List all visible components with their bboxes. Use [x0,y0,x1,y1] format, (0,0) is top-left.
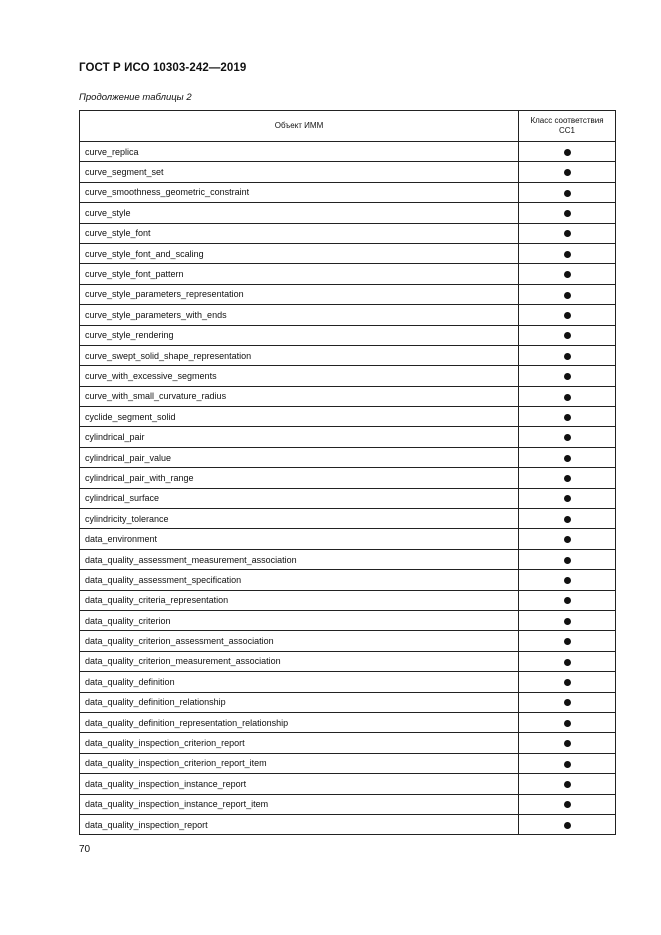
conformance-table [79,110,616,835]
object-name-cell: cyclide_segment_solid [80,407,519,427]
filled-circle-icon [564,251,571,258]
object-name-cell: data_quality_inspection_instance_report_item [80,794,519,814]
table-row [80,284,616,304]
table-row [80,223,616,243]
table-row [80,386,616,406]
filled-circle-icon [564,230,571,237]
filled-circle-icon [564,292,571,299]
column-header-class [519,111,616,142]
conformance-mark-cell [519,468,616,488]
conformance-mark-cell [519,733,616,753]
filled-circle-icon [564,353,571,360]
filled-circle-icon [564,149,571,156]
conformance-mark-cell [519,570,616,590]
filled-circle-icon [564,638,571,645]
object-name-cell: curve_style_font_and_scaling [80,243,519,263]
conformance-mark-cell [519,142,616,162]
conformance-mark-cell [519,366,616,386]
filled-circle-icon [564,210,571,217]
filled-circle-icon [564,516,571,523]
object-name-cell: curve_style [80,203,519,223]
table-row [80,814,616,834]
conformance-mark-cell [519,753,616,773]
table-row [80,305,616,325]
object-name-cell: data_quality_definition [80,672,519,692]
table-row [80,366,616,386]
filled-circle-icon [564,414,571,421]
object-name-cell: data_quality_definition_relationship [80,692,519,712]
object-name-cell: curve_style_font_pattern [80,264,519,284]
filled-circle-icon [564,822,571,829]
object-name-cell: curve_with_small_curvature_radius [80,386,519,406]
table-row [80,243,616,263]
conformance-mark-cell [519,774,616,794]
object-name-cell: data_quality_criterion_assessment_association [80,631,519,651]
filled-circle-icon [564,720,571,727]
conformance-mark-cell [519,427,616,447]
conformance-mark-cell [519,692,616,712]
conformance-mark-cell [519,549,616,569]
object-name-cell: data_quality_inspection_criterion_report_item [80,753,519,773]
conformance-mark-cell [519,284,616,304]
table-row [80,468,616,488]
filled-circle-icon [564,394,571,401]
table-row [80,610,616,630]
object-name-cell: data_quality_criterion_measurement_association [80,651,519,671]
object-name-cell: cylindrical_pair_value [80,447,519,467]
object-name-cell: curve_style_font [80,223,519,243]
table-row [80,549,616,569]
filled-circle-icon [564,169,571,176]
table-caption: Продолжение таблицы 2 [79,92,192,103]
filled-circle-icon [564,190,571,197]
object-name-cell: cylindricity_tolerance [80,509,519,529]
object-name-cell: data_quality_criterion [80,610,519,630]
filled-circle-icon [564,618,571,625]
conformance-mark-cell [519,407,616,427]
object-name-cell: curve_style_rendering [80,325,519,345]
column-header-class-line2: CC1 [558,126,575,135]
conformance-mark-cell [519,794,616,814]
object-name-cell: curve_segment_set [80,162,519,182]
conformance-mark-cell [519,631,616,651]
filled-circle-icon [564,781,571,788]
table-row [80,570,616,590]
conformance-mark-cell [519,509,616,529]
object-name-cell: data_quality_inspection_criterion_report [80,733,519,753]
object-name-cell: cylindrical_pair [80,427,519,447]
table-row [80,692,616,712]
filled-circle-icon [564,761,571,768]
object-name-cell: data_quality_inspection_instance_report [80,774,519,794]
table-row [80,590,616,610]
conformance-mark-cell [519,182,616,202]
object-name-cell: curve_replica [80,142,519,162]
object-name-cell: data_quality_assessment_measurement_association [80,549,519,569]
conformance-mark-cell [519,712,616,732]
conformance-mark-cell [519,590,616,610]
table-row [80,325,616,345]
object-name-cell: curve_swept_solid_shape_representation [80,345,519,365]
conformance-mark-cell [519,162,616,182]
conformance-mark-cell [519,203,616,223]
table-row [80,753,616,773]
table-row [80,712,616,732]
document-title: ГОСТ Р ИСО 10303-242—2019 [79,62,247,74]
conformance-mark-cell [519,264,616,284]
table-row [80,488,616,508]
object-name-cell: curve_with_excessive_segments [80,366,519,386]
object-name-cell: cylindrical_surface [80,488,519,508]
table-row [80,345,616,365]
object-name-cell: data_quality_criteria_representation [80,590,519,610]
table-row [80,264,616,284]
conformance-mark-cell [519,447,616,467]
table-row [80,182,616,202]
column-header-object: Объект ИММ [80,111,519,142]
filled-circle-icon [564,312,571,319]
filled-circle-icon [564,740,571,747]
table-body [80,142,616,835]
object-name-cell: curve_smoothness_geometric_constraint [80,182,519,202]
object-name-cell: data_quality_assessment_specification [80,570,519,590]
conformance-mark-cell [519,305,616,325]
conformance-mark-cell [519,529,616,549]
filled-circle-icon [564,679,571,686]
filled-circle-icon [564,271,571,278]
filled-circle-icon [564,659,571,666]
table-row [80,529,616,549]
object-name-cell: cylindrical_pair_with_range [80,468,519,488]
conformance-mark-cell [519,223,616,243]
conformance-mark-cell [519,243,616,263]
table-row [80,672,616,692]
table-header-row [80,111,616,142]
table-row [80,794,616,814]
filled-circle-icon [564,597,571,604]
conformance-mark-cell [519,814,616,834]
conformance-mark-cell [519,651,616,671]
table-row [80,733,616,753]
filled-circle-icon [564,495,571,502]
filled-circle-icon [564,536,571,543]
conformance-mark-cell [519,672,616,692]
filled-circle-icon [564,475,571,482]
filled-circle-icon [564,434,571,441]
conformance-mark-cell [519,610,616,630]
object-name-cell: data_quality_inspection_report [80,814,519,834]
filled-circle-icon [564,801,571,808]
filled-circle-icon [564,373,571,380]
table-row [80,651,616,671]
table-row [80,427,616,447]
page-number: 70 [79,844,91,855]
object-name-cell: data_quality_definition_representation_relationship [80,712,519,732]
table-row [80,162,616,182]
table-row [80,774,616,794]
filled-circle-icon [564,577,571,584]
filled-circle-icon [564,332,571,339]
conformance-mark-cell [519,345,616,365]
conformance-mark-cell [519,488,616,508]
object-name-cell: data_environment [80,529,519,549]
table-row [80,631,616,651]
filled-circle-icon [564,699,571,706]
table-row [80,509,616,529]
filled-circle-icon [564,455,571,462]
column-header-class-line1: Класс соответствия [530,116,604,125]
object-name-cell: curve_style_parameters_representation [80,284,519,304]
conformance-mark-cell [519,325,616,345]
table-row [80,447,616,467]
object-name-cell: curve_style_parameters_with_ends [80,305,519,325]
filled-circle-icon [564,557,571,564]
table-row [80,203,616,223]
table-row [80,407,616,427]
conformance-mark-cell [519,386,616,406]
table-row [80,142,616,162]
